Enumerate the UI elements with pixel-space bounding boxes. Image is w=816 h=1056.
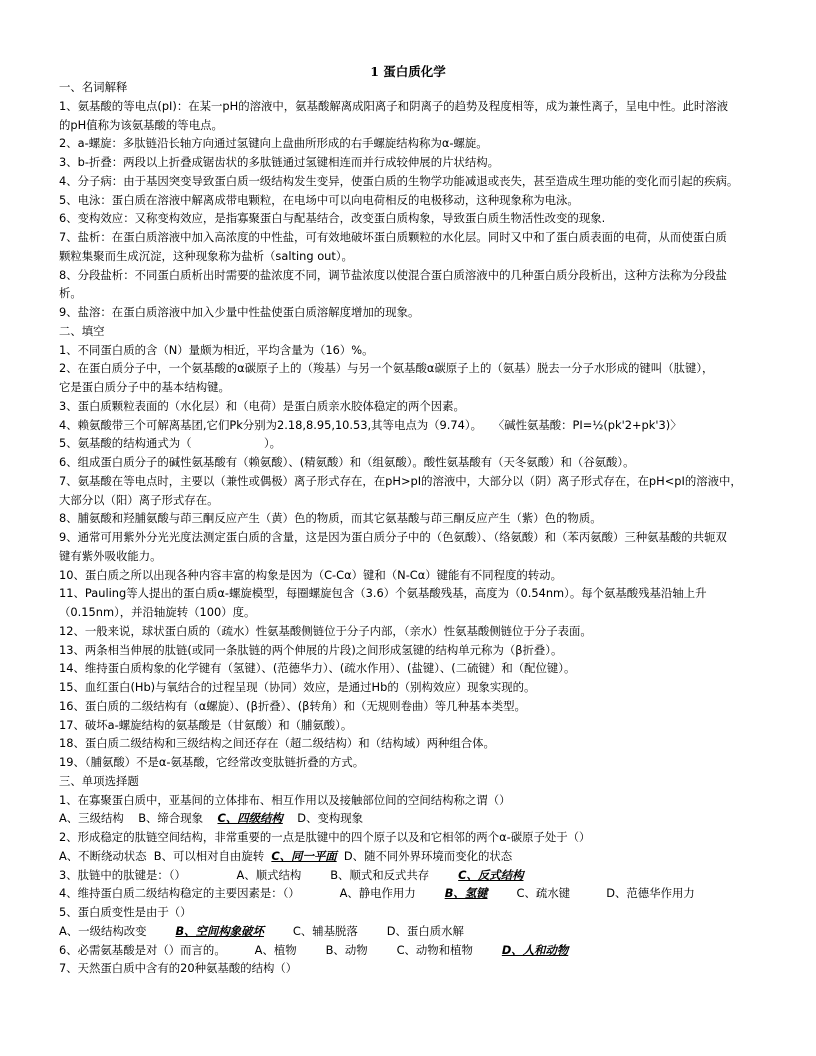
line-text: 17、破坏a-螺旋结构的氨基酸是（甘氨酸）和（脯氨酸）。	[59, 717, 353, 732]
text-line	[59, 884, 761, 903]
text-line	[59, 434, 761, 453]
text-line	[59, 528, 761, 547]
line-text: 3、肽链中的肽键是：（） A、顺式结构 B、顺式和反式共存	[59, 867, 459, 882]
text-line	[59, 547, 761, 566]
line-text: 的pH值称为该氨基酸的等电点。	[59, 117, 223, 132]
text-line	[59, 959, 761, 978]
line-text: 13、两条相当伸展的肽链(或同一条肽链的两个伸展的片段)之间形成氢键的结构单元称为（β折叠）。	[59, 642, 563, 657]
text-line	[59, 734, 761, 753]
text-line	[59, 922, 761, 941]
text-line	[59, 378, 761, 397]
line-text: 3、b-折叠：两段以上折叠成锯齿状的多肽链通过氢键相连而并行成较伸展的片状结构。	[59, 155, 500, 169]
line-text: 4、分子病：由于基因突变导致蛋白质一级结构发生变异，使蛋白质的生物学功能减退或丧失，甚至造成生理功能的变化而引起的疾病。	[59, 173, 739, 188]
line-text: 5、蛋白质变性是由于（）	[59, 905, 192, 919]
text-line	[59, 397, 761, 416]
document-title: 1 蛋白质化学	[370, 64, 446, 79]
line-text: 颗粒集聚而生成沉淀，这种现象称为盐析（salting out）。	[59, 248, 353, 263]
text-line	[59, 809, 761, 828]
line-text: A、一级结构改变	[59, 923, 176, 938]
line-text: 5、电泳：蛋白质在溶液中解离成带电颗粒，在电场中可以向电荷相反的电极移动，这种现象称为电泳。	[59, 192, 579, 207]
line-text: 9、通常可用紫外分光光度法测定蛋白质的含量，这是因为蛋白质分子中的（色氨酸）、（络氨酸）和（苯丙氨酸）三种氨基酸的共轭双	[59, 530, 727, 544]
line-text: 大部分以（阳）离子形式存在。	[59, 492, 219, 507]
line-text: 它是蛋白质分子中的基本结构键。	[59, 380, 230, 394]
line-text: 键有紫外吸收能力。	[59, 548, 162, 563]
text-line	[59, 247, 761, 266]
text-line	[59, 153, 761, 172]
text-line	[59, 941, 761, 960]
text-line	[59, 847, 761, 866]
line-text: 2、在蛋白质分子中，一个氨基酸的α碳原子上的（羧基）与另一个氨基酸α碳原子上的（氨基）脱去一分子水形成的键叫（肽键），	[59, 361, 714, 376]
line-text: 1、氨基酸的等电点(pI)：在某一pH的溶液中，氨基酸解离成阳离子和阴离子的趋势及程度相等，成为兼性离子，呈电中性。此时溶液	[59, 98, 729, 113]
text-line	[59, 641, 761, 660]
text-line	[59, 866, 761, 885]
line-text: 3、蛋白质颗粒表面的（水化层）和（电荷）是蛋白质亲水胶体稳定的两个因素。	[59, 398, 465, 413]
text-line	[59, 97, 761, 116]
text-line	[59, 566, 761, 585]
line-text: 三、单项选择题	[59, 773, 139, 788]
answer-highlight: B、空间构象破坏	[175, 923, 264, 938]
line-text: 6、变构效应：又称变构效应，是指寡聚蛋白与配基结合，改变蛋白质构象，导致蛋白质生物活性改变的现象.	[59, 211, 606, 226]
answer-highlight: D、人和动物	[501, 942, 569, 957]
answer-highlight: C、同一平面	[271, 848, 337, 863]
text-line	[59, 491, 761, 510]
section-heading	[59, 322, 761, 341]
line-text: 一、名词解释	[59, 80, 128, 94]
line-text: 7、盐析：在蛋白质溶液中加入高浓度的中性盐，可有效地破坏蛋白质颗粒的水化层。同时又中和了蛋白质表面的电荷，从而使蛋白质	[59, 230, 727, 244]
line-text-after: C、疏水键 D、范德华作用力	[487, 886, 695, 901]
text-line	[59, 416, 761, 435]
text-line	[59, 828, 761, 847]
text-line	[59, 716, 761, 735]
text-line	[59, 266, 761, 285]
line-text: 2、形成稳定的肽链空间结构，非常重要的一点是肽键中的四个原子以及和它相邻的两个α-碳原子处于（）	[59, 830, 591, 844]
text-line	[59, 753, 761, 772]
line-text: 7、氨基酸在等电点时，主要以（兼性或偶极）离子形式存在，在pH>pI的溶液中，大部分以（阴）离子形式存在，在pH<pI的溶液中，	[59, 473, 742, 488]
line-text: 10、蛋白质之所以出现各种内容丰富的构象是因为（C-Cα）键和（N-Cα）键能有不同程度的转动。	[59, 567, 562, 582]
line-text-after: C、辅基脱落 D、蛋白质水解	[263, 923, 464, 938]
answer-highlight: B、氢键	[444, 886, 488, 901]
text-line	[59, 303, 761, 322]
text-line	[59, 603, 761, 622]
text-line	[59, 191, 761, 210]
line-text: A、三级结构 B、缔合现象	[59, 811, 218, 826]
line-text: 18、蛋白质二级结构和三级结构之间还存在（超二级结构）和（结构域）两种组合体。	[59, 736, 495, 751]
line-text-after: D、随不同外界环境而变化的状态	[336, 848, 513, 863]
section-heading	[59, 78, 761, 97]
section-heading	[59, 772, 761, 791]
text-line	[59, 228, 761, 247]
text-line	[59, 453, 761, 472]
line-text: 4、赖氨酸带三个可解离基团,它们Pk分别为2.18,8.95,10.53,其等电点为（9.74）。 〈碱性氨基酸：PI=½(pk'2+pk'3)〉	[59, 417, 682, 432]
line-text: 6、必需氨基酸是对（）而言的。 A、植物 B、动物 C、动物和植物	[59, 942, 502, 957]
text-line	[59, 622, 761, 641]
text-line	[59, 903, 761, 922]
line-text: 8、分段盐析：不同蛋白质析出时需要的盐浓度不同，调节盐浓度以使混合蛋白质溶液中的几种蛋白质分段析出，这种方法称为分段盐	[59, 267, 727, 282]
line-text: A、不断绕动状态 B、可以相对自由旋转	[59, 848, 272, 863]
line-text: 11、Pauling等人提出的蛋白质α-螺旋模型，每圈螺旋包含（3.6）个氨基酸残基，高度为（0.54nm）。每个氨基酸残基沿轴上升	[59, 586, 707, 601]
text-line	[59, 209, 761, 228]
text-line	[59, 116, 761, 135]
text-line	[59, 472, 761, 491]
answer-highlight: C、反式结构	[458, 867, 524, 882]
text-line	[59, 509, 761, 528]
line-text: 4、维持蛋白质二级结构稳定的主要因素是：（） A、静电作用力	[59, 886, 445, 901]
text-line	[59, 172, 761, 191]
text-line	[59, 341, 761, 360]
text-line	[59, 697, 761, 716]
line-text: （0.15nm），并沿轴旋转（100）度。	[59, 605, 256, 619]
text-line	[59, 284, 761, 303]
line-text: 15、血红蛋白(Hb)与氧结合的过程呈现（协同）效应，是通过Hb的（别构效应）现象实现的。	[59, 680, 536, 694]
line-text: 12、一般来说，球状蛋白质的（疏水）性氨基酸侧链位于分子内部，（亲水）性氨基酸侧链位于分子表面。	[59, 623, 592, 638]
line-text: 8、脯氨酸和羟脯氨酸与茚三酮反应产生（黄）色的物质，而其它氨基酸与茚三酮反应产生（紫）色的物质。	[59, 511, 602, 526]
text-line	[59, 678, 761, 697]
text-line	[59, 659, 761, 678]
line-text: 9、盐溶：在蛋白质溶液中加入少量中性盐使蛋白质溶解度增加的现象。	[59, 305, 420, 319]
answer-highlight: C、四级结构	[217, 811, 283, 826]
line-text: 2、a-螺旋：多肽链沿长轴方向通过氢键向上盘曲所形成的右手螺旋结构称为α-螺旋。	[59, 136, 488, 151]
line-text: 析。	[59, 286, 82, 301]
line-text: 二、填空	[59, 323, 105, 338]
line-text-after: D、变构现象	[282, 811, 364, 826]
line-text: 6、组成蛋白质分子的碱性氨基酸有（赖氨酸）、(精氨酸）和（组氨酸）。酸性氨基酸有（天冬氨酸）和（谷氨酸）。	[59, 455, 635, 469]
line-text: 19、（脯氨酸）不是α-氨基酸，它经常改变肽链折叠的方式。	[59, 755, 365, 769]
text-line	[59, 791, 761, 810]
line-text: 1、不同蛋白质的含（N）量颇为相近，平均含量为（16）%。	[59, 342, 374, 357]
text-line	[59, 584, 761, 603]
line-text: 16、蛋白质的二级结构有（α螺旋）、(β折叠）、(β转角）和（无规则卷曲）等几种基本类型。	[59, 698, 526, 713]
text-line	[59, 359, 761, 378]
line-text: 1、在寡聚蛋白质中，亚基间的立体排布、相互作用以及接触部位间的空间结构称之谓（）	[59, 792, 511, 807]
line-text: 7、天然蛋白质中含有的20种氨基酸的结构（）	[59, 961, 298, 976]
text-line	[59, 134, 761, 153]
line-text: 5、氨基酸的结构通式为（ ）。	[59, 436, 282, 451]
line-text: 14、维持蛋白质构象的化学键有（氢键）、(范德华力）、(疏水作用）、(盐键）、(二硫键）和（配位键）。	[59, 661, 576, 676]
document-body	[59, 78, 761, 978]
